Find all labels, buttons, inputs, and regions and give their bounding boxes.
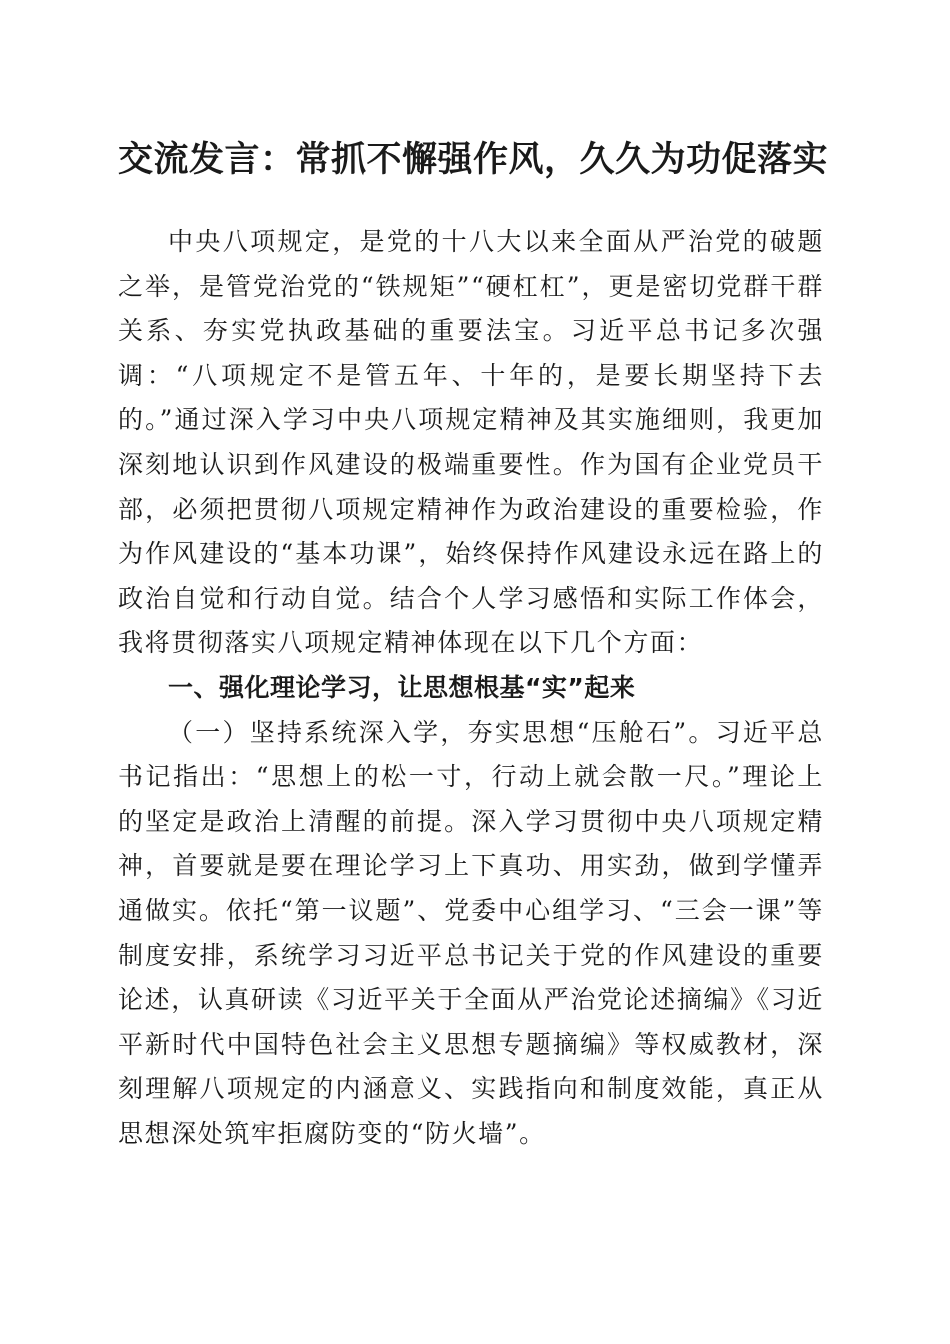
section-heading: 一、强化理论学习，让思想根基“实”起来 xyxy=(168,672,636,702)
section-paragraph: （一）坚持系统深入学，夯实思想“压舱石”。习近平总书记指出：“思想上的松一寸，行动上就会散一尺。”理论上的坚定是政治上清醒的前提。深入学习贯彻中央八项规定精神，首要就是要在理论学习上下真功、用实劲，做到学懂弄通做实。依托“第一议题”、党委中心组学习、“三会一课”等制度安排，系统学习习近平总书记关于党的作风建设的重要论述，认真研读《习近平关于全面从严治党论述摘编》《习近平新时代中国特色社会主义思想专题摘编》等权威教材，深刻理解八项规定的内涵意义、实践指向和制度效能，真正从思想深处筑牢拒腐防变的“防火墙”。 xyxy=(118,717,824,1148)
document-page xyxy=(118,130,829,1156)
intro-paragraph: 中央八项规定，是党的十八大以来全面从严治党的破题之举，是管党治党的“铁规矩”“硬杠杠”，更是密切党群干群关系、夯实党执政基础的重要法宝。习近平总书记多次强调：“八项规定不是管五年、十年的，是要长期坚持下去的。”通过深入学习中央八项规定精神及其实施细则，我更加深刻地认识到作风建设的极端重要性。作为国有企业党员干部，必须把贯彻八项规定精神作为政治建设的重要检验，作为作风建设的“基本功课”，始终保持作风建设永远在路上的政治自觉和行动自觉。结合个人学习感悟和实际工作体会，我将贯彻落实八项规定精神体现在以下几个方面： xyxy=(118,227,824,658)
document-title: 交流发言：常抓不懈强作风，久久为功促落实 xyxy=(118,139,829,180)
